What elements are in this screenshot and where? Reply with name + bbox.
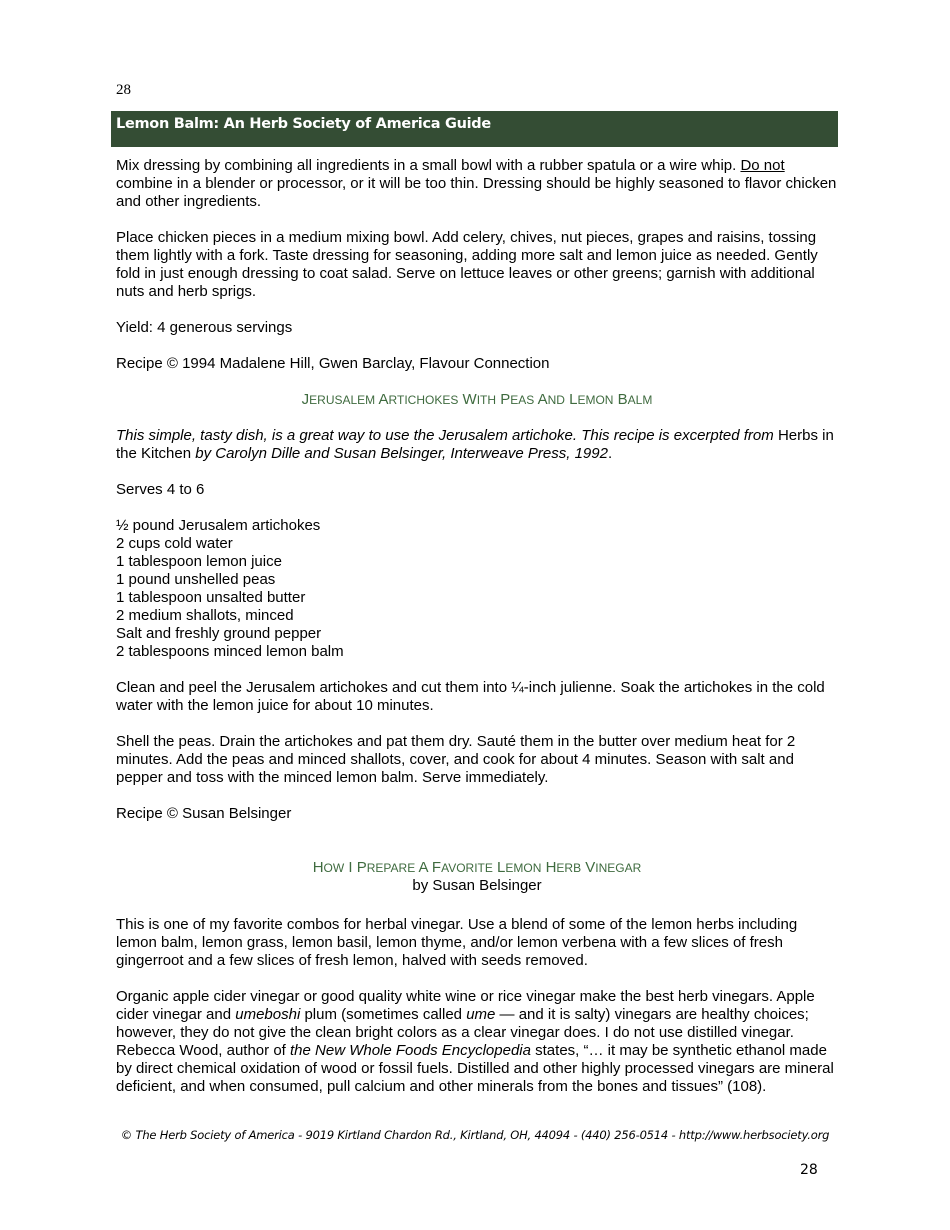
do-not-emphasis: Do not <box>740 157 785 174</box>
vinegar-text-a: Organic apple cider vinegar or good quality white wine or rice vinegar make the best herb vinegars. Apple cider vinegar and <box>116 988 815 1023</box>
ume-term: ume <box>466 1006 496 1023</box>
yield-line: Yield: 4 generous servings <box>116 319 293 336</box>
ingredient-item: 2 cups cold water <box>116 535 233 552</box>
chicken-paragraph: Place chicken pieces in a medium mixing bowl. Add celery, chives, nut pieces, grapes and raisins, tossing them lightly with a fork. Taste dressing for seasoning, adding more salt and lemon juice as needed. Gently fold in just enough dressing to coat salad. Serve on lettuce leaves or other greens; garnish with additional nuts and herb sprigs. <box>116 229 818 300</box>
ingredient-item: 1 pound unshelled peas <box>116 571 276 588</box>
page-content <box>116 157 838 1114</box>
vinegar-paragraph-2 <box>116 988 838 1096</box>
vinegar-paragraph-1: This is one of my favorite combos for herbal vinegar. Use a blend of some of the lemon herbs including lemon balm, lemon grass, lemon basil, lemon thyme, and/or lemon verbena with a few slices of fresh gingerroot and a few slices of fresh lemon, halved with seeds removed. <box>116 916 798 969</box>
intro-book-title: Herbs in the Kitchen <box>116 427 834 462</box>
encyclopedia-title: the New Whole Foods Encyclopedia <box>290 1042 531 1059</box>
intro-italic-b: by Carolyn Dille and Susan Belsinger, Interweave Press, 1992 <box>191 445 608 462</box>
byline: by Susan Belsinger <box>412 877 542 894</box>
dressing-text-a: Mix dressing by combining all ingredients in a small bowl with a rubber spatula or a wire whip. <box>116 157 741 174</box>
umeboshi-term: umeboshi <box>235 1006 301 1023</box>
recipe-credit-2: Recipe © Susan Belsinger <box>116 805 292 822</box>
page-number-top: 28 <box>116 82 131 98</box>
ingredient-item: Salt and freshly ground pepper <box>116 625 322 642</box>
dressing-text-b: combine in a blender or processor, or it will be too thin. Dressing should be highly seasoned to flavor chicken and other ingredients. <box>116 175 837 210</box>
recipe-title-artichokes: JERUSALEM ARTICHOKES WITH PEAS AND LEMON BALM <box>301 391 653 408</box>
recipe-credit-1: Recipe © 1994 Madalene Hill, Gwen Barclay, Flavour Connection <box>116 355 550 372</box>
page-number-bottom: 28 <box>800 1162 818 1178</box>
header-title: Lemon Balm: An Herb Society of America Guide <box>116 116 491 132</box>
vinegar-text-c: — and it is salty) vinegars are healthy choices; however, they do not give the clean bright colors as a clear vinegar does. I do not use distilled vinegar. Rebecca Wood, author of <box>116 1006 809 1059</box>
dressing-paragraph <box>116 157 838 211</box>
section-title-vinegar: HOW I PREPARE A FAVORITE LEMON HERB VINEGAR <box>312 859 642 876</box>
header-bar <box>111 111 838 147</box>
vinegar-text-d: states, “… it may be synthetic ethanol made by direct chemical oxidation of wood or fossil fuels. Distilled and other highly processed vinegars are mineral deficient, and when consumed, pull calcium and other minerals from the bones and tissues” (108). <box>116 1042 834 1095</box>
ingredient-item: 2 tablespoons minced lemon balm <box>116 643 344 660</box>
step-1: Clean and peel the Jerusalem artichokes and cut them into ¼-inch julienne. Soak the artichokes in the cold water with the lemon juice for about 10 minutes. <box>116 679 825 714</box>
intro-end: . <box>607 445 613 462</box>
ingredient-item: 2 medium shallots, minced <box>116 607 294 624</box>
step-2: Shell the peas. Drain the artichokes and pat them dry. Sauté them in the butter over medium heat for 2 minutes. Add the peas and minced shallots, cover, and cook for about 4 minutes. Season with salt and pepper and toss with the minced lemon balm. Serve immediately. <box>116 733 796 786</box>
vinegar-text-b: plum (sometimes called <box>300 1006 467 1023</box>
serves-line: Serves 4 to 6 <box>116 481 205 498</box>
intro-italic-a: This simple, tasty dish, is a great way to use the Jerusalem artichoke. This recipe is excerpted from <box>116 427 778 444</box>
ingredient-item: 1 tablespoon unsalted butter <box>116 589 306 606</box>
ingredient-item: ½ pound Jerusalem artichokes <box>116 517 321 534</box>
ingredient-item: 1 tablespoon lemon juice <box>116 553 282 570</box>
ingredient-list <box>116 517 838 661</box>
recipe-intro <box>116 427 838 463</box>
footer-address: © The Herb Society of America - 9019 Kirtland Chardon Rd., Kirtland, OH, 44094 - (440) 256-0514 - http://www.herbsociety.org <box>120 1128 830 1142</box>
